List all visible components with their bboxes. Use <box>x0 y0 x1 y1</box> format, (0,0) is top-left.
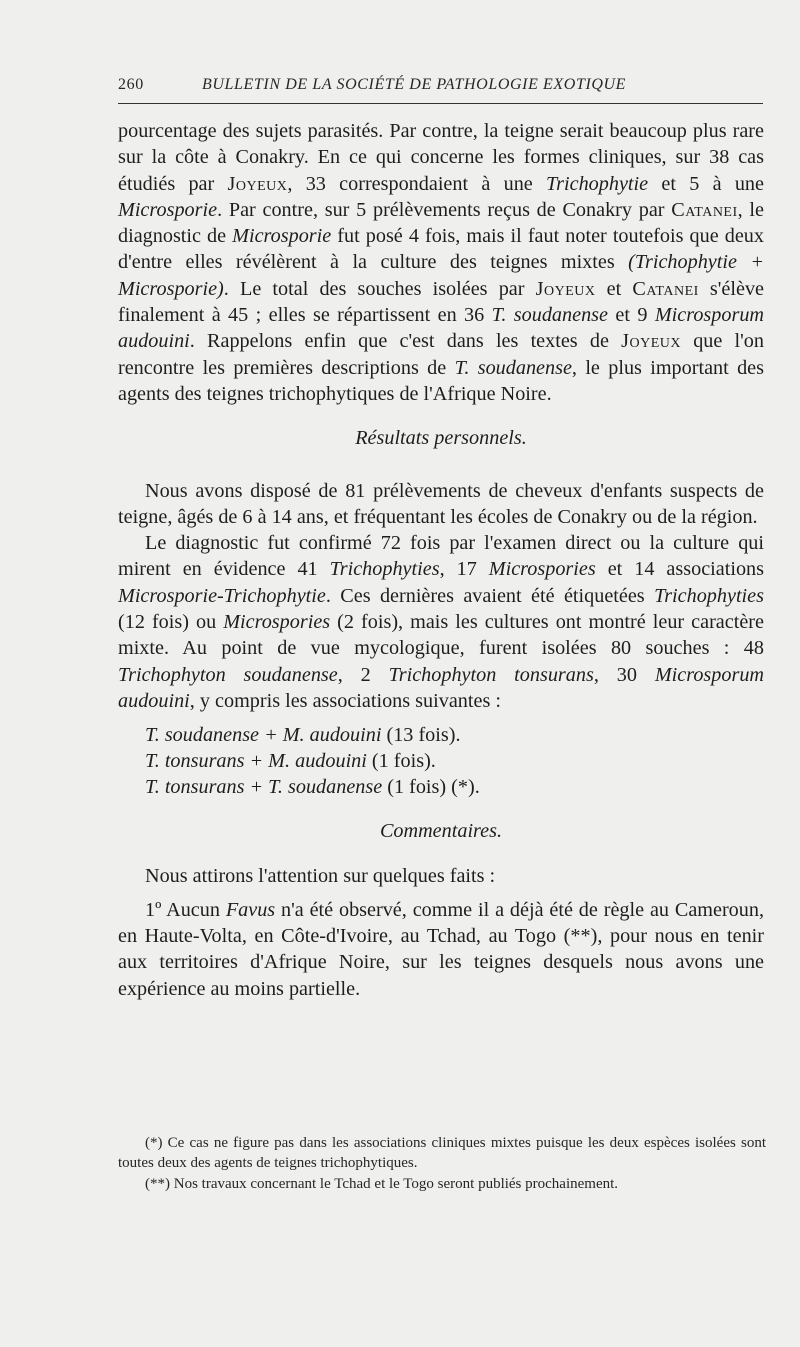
footnotes <box>118 1133 766 1194</box>
paragraph-prelevements: Nous avons disposé de 81 prélèvements de cheveux d'enfants suspects de teigne, âgés de 6 à 14 ans, et fréquentant les écoles de Conakry ou de la région. <box>118 479 764 528</box>
paragraph-attention: Nous attirons l'attention sur quelques faits : <box>145 864 496 887</box>
page-number: 260 <box>118 76 144 93</box>
term: Microsporie <box>232 225 332 248</box>
author-name: Joyeux <box>621 330 681 353</box>
species-name: Trichophyton soudanense <box>118 663 338 686</box>
list-item: T. tonsurans + M. audouini (1 fois). <box>145 750 436 773</box>
species-name: Microsporum audouini <box>118 663 764 712</box>
term: Microsporie <box>118 198 218 221</box>
running-header <box>118 76 762 98</box>
species-name: T. soudanense <box>454 356 572 379</box>
running-title: BULLETIN DE LA SOCIÉTÉ DE PATHOLOGIE EXOTIQUE <box>202 76 627 93</box>
paragraph-favus: 1º Aucun Favus n'a été observé, comme il a déjà été de règle au Cameroun, en Haute-Volta, en Côte-d'Ivoire, au Tchad, au Togo (**), pour nous en tenir aux territoires d'Afrique Noire, sur les teignes desquels nous avons une expérience au moins partielle. <box>118 898 765 1000</box>
author-name: Joyeux <box>535 277 596 300</box>
header-rule <box>118 103 763 104</box>
species-name: Trichophyton tonsurans <box>388 663 594 686</box>
species-name: T. soudanense <box>491 304 608 327</box>
paragraph-diagnostic: Le diagnostic fut confirmé 72 fois par l'examen direct ou la culture qui mirent en évidence 41 Trichophyties, 17 Microspories et 14 associations Microsporie-Trichophytie. Ces dernières avaient été étiquetées Trichophyties (12 fois) ou Microspories (2 fois), mais les cultures ont montré leur caractère mixte. Au point de vue mycologique, furent isolées 80 souches : 48 Trichophyton soudanense, 2 Trichophyton tonsurans, 30 Microsporum audouini, y compris les associations suivantes : <box>118 532 764 712</box>
footnote: (**) Nos travaux concernant le Tchad et le Togo seront publiés prochainement. <box>145 1175 619 1192</box>
species-name: Microsporum audouini <box>118 304 764 353</box>
section-heading-commentaires: Commentaires. <box>379 820 503 843</box>
author-name: Catanei <box>632 277 699 300</box>
term: Trichophytie <box>546 172 649 195</box>
associations-list <box>145 722 764 800</box>
term: Favus <box>225 898 276 921</box>
list-item: T. soudanense + M. audouini (13 fois). <box>145 724 461 747</box>
term: (Trichophytie + Microsporie) <box>118 251 764 300</box>
list-item: T. tonsurans + T. soudanense (1 fois) (*). <box>145 776 480 799</box>
author-name: Catanei <box>671 198 738 221</box>
paragraph-continuation: pourcentage des sujets parasités. Par contre, la teigne serait beaucoup plus rare sur la côte à Conakry. En ce qui concerne les formes cliniques, sur 38 cas étudiés par Joyeux, 33 correspondaient à une Trichophytie et 5 à une Microsporie. Par contre, sur 5 prélèvements reçus de Conakry par Catanei, le diagnostic de Microsporie fut posé 4 fois, mais il faut noter toutefois que deux d'entre elles révélèrent à la culture des teignes mixtes (Trichophytie + Microsporie). Le total des souches isolées par Joyeux et Catanei s'élève finalement à 45 ; elles se répartissent en 36 T. soudanense et 9 Microsporum audouini. Rappelons enfin que c'est dans les textes de Joyeux que l'on rencontre les premières descriptions de T. soudanense, le plus important des agents des teignes trichophytiques de l'Afrique Noire. <box>118 120 765 405</box>
footnote: (*) Ce cas ne figure pas dans les associations cliniques mixtes puisque les deux espèces isolées sont toutes deux des agents de teignes trichophytiques. <box>118 1135 766 1172</box>
author-name: Joyeux <box>227 172 288 195</box>
body-text <box>118 118 764 1002</box>
section-heading-resultats: Résultats personnels. <box>355 427 527 450</box>
